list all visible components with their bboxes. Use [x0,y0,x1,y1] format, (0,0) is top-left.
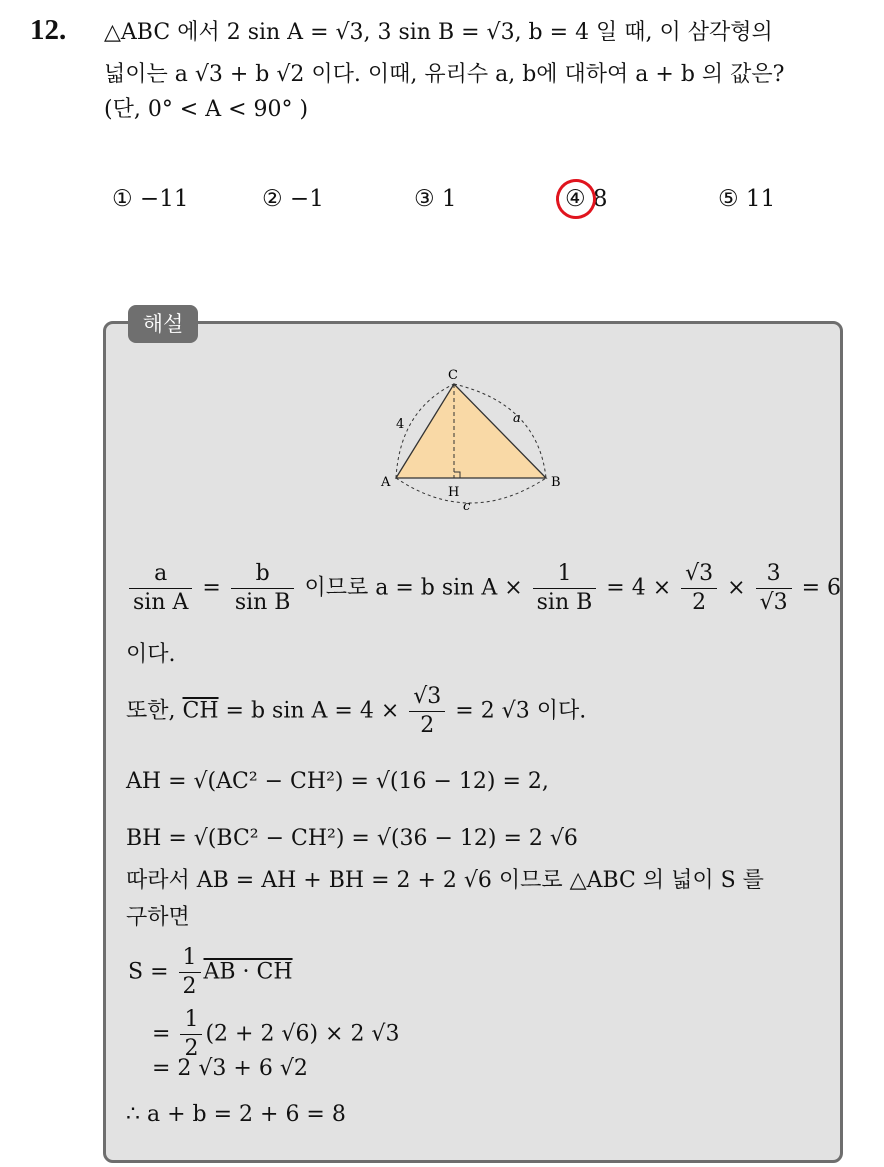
solution-step-3: AH = √(AC² − CH²) = √(16 − 12) = 2, [126,769,549,794]
solution-conclusion: ∴ a + b = 2 + 6 = 8 [126,1102,346,1127]
solution-step-8: = $\frac{1}{2}$ (2 + 2 √6) × 2 √3 [152,1007,400,1061]
question-number: 12. [30,14,67,46]
label-side-c: c [463,499,471,514]
label-side-b: 4 [396,417,405,432]
label-side-a: a [513,411,521,426]
choice-2[interactable]: ② −1 [262,186,324,212]
question-line-1: △ABC 에서 2 sin A = √3, 3 sin B = √3, b = 4 일 때, 이 삼각형의 [104,20,773,45]
label-H: H [448,485,460,500]
question-line-3: (단, 0° < A < 90° ) [104,97,309,122]
solution-tag: 해설 [128,305,198,343]
solution-step-7: S = $\frac{1}{2}$ AB · CH [128,945,293,999]
label-B: B [551,475,561,490]
solution-step-5: 따라서 AB = AH + BH = 2 + 2 √6 이므로 △ABC 의 넓이 S 를 [126,868,764,893]
triangle-shape [396,384,546,478]
question-line-2: 넓이는 a √3 + b √2 이다. 이때, 유리수 a, b에 대하여 a + b 의 값은? [104,62,785,87]
solution-step-6: 구하면 [126,905,190,930]
solution-step-1: $\frac{a}{\text{sin A}}$ = $\frac{b}{\text{sin B}}$ 이므로 a = b sin A × $\frac{1}{\text{sin B}}$ = 4 × $\frac{√3}{2}$ × $\frac{3}{√3}$ = 6 [126,560,841,617]
solution-step-2: 또한, $\overline{CH} = b$ sin A = 4 × $\frac{√3}{2}$ = 2 √3 이다. [126,684,587,738]
solution-step-4: BH = √(BC² − CH²) = √(36 − 12) = 2 √6 [126,826,578,851]
label-A: A [381,475,391,490]
choice-3[interactable]: ③ 1 [414,186,457,212]
label-C: C [448,368,458,383]
choice-1[interactable]: ① −11 [112,186,189,212]
choice-4[interactable]: ④ 8 [565,186,608,212]
triangle-figure [370,360,580,520]
answer-circle-mark [552,175,601,224]
choice-5[interactable]: ⑤ 11 [718,186,776,212]
solution-step-9: = 2 √3 + 6 √2 [152,1056,308,1081]
solution-step-1-tail: 이다. [126,642,176,667]
